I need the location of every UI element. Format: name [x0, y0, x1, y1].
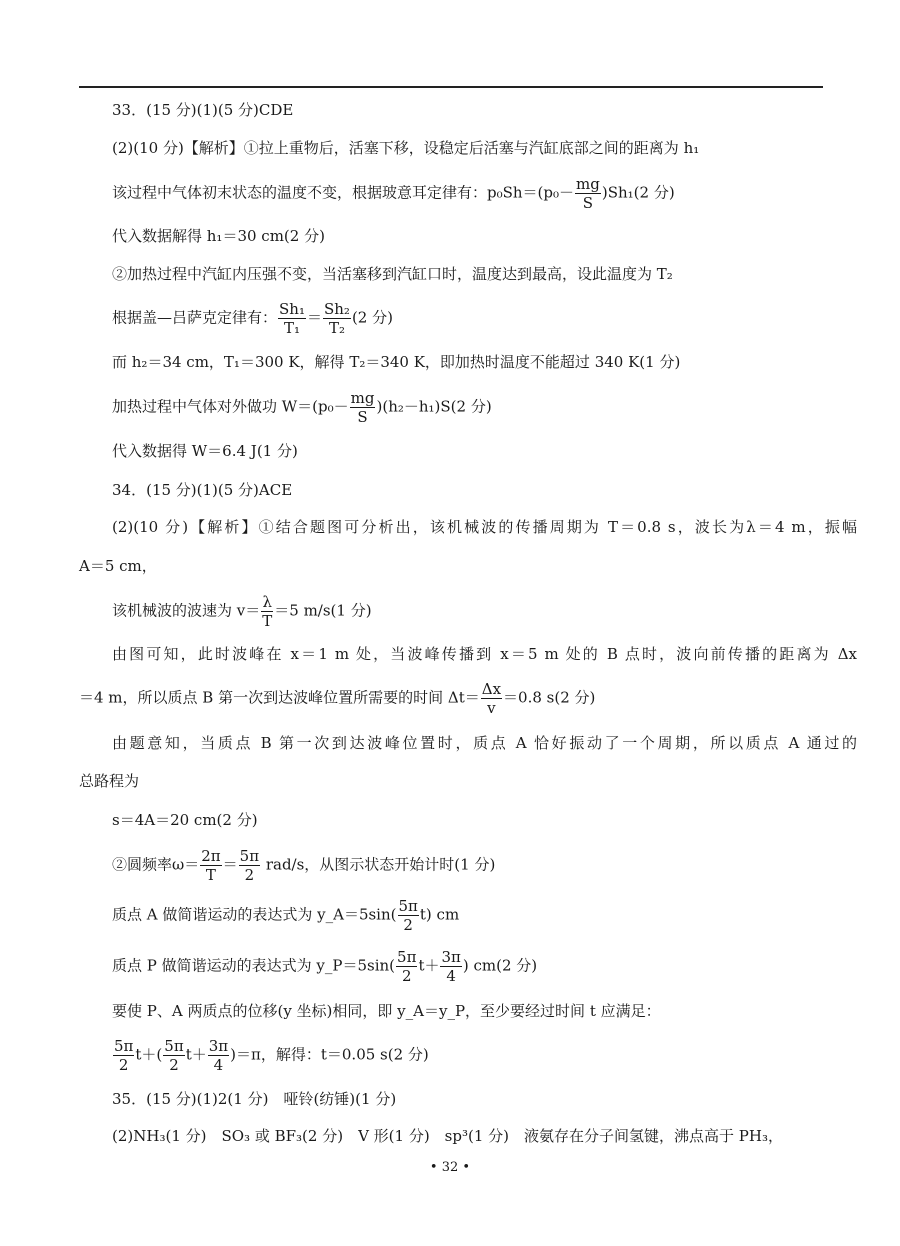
- q35-part2: (2)NH₃(1 分) SO₃ 或 BF₃(2 分) V 形(1 分) sp³(1 分) 液氨存在分子间氢键，沸点高于 PH₃，: [112, 1127, 783, 1145]
- fraction: $\frac{3\pi}{4}$: [208, 1037, 229, 1074]
- q34-expression-a: 质点 A 做简谐运动的表达式为 y_A＝5sin( $\frac{5\pi}{2}$ t) cm: [112, 897, 460, 934]
- q34-time-b: ＝4 m，所以质点 B 第一次到达波峰位置所需要的时间 Δt＝ $\frac{\Delta x}{v}$ ＝0.8 s(2 分): [79, 680, 596, 717]
- q34-total-path: s＝4A＝20 cm(2 分): [112, 811, 258, 829]
- fraction: $\frac{5\pi}{2}$: [164, 1037, 184, 1074]
- q35-answer: 35．(15 分)(1)2(1 分) 哑铃(纺锤)(1 分): [112, 1090, 397, 1108]
- q33-work-equation: 加热过程中气体对外做功 W＝(p₀－ $\frac{mg}{S}$ )(h₂－h₁)S(2 分): [112, 389, 492, 426]
- fraction: $\frac{mg}{S}$: [576, 175, 600, 212]
- q33-boyle-equation: 该过程中气体初末状态的温度不变，根据玻意耳定律有：p₀Sh＝(p₀－ $\frac{mg}{S}$ )Sh₁(2 分): [112, 175, 675, 212]
- fraction: $\frac{\lambda}{T}$: [262, 593, 273, 630]
- q34-answer: 34．(15 分)(1)(5 分)ACE: [112, 481, 293, 499]
- fraction: $\frac{3\pi}{4}$: [441, 948, 461, 985]
- q34-part2-intro: (2)(10 分)【解析】①结合题图可分析出，该机械波的传播周期为 T＝0.8 s，波长为λ＝4 m，振幅: [112, 518, 857, 536]
- fraction: $\frac{5\pi}{2}$: [114, 1037, 134, 1074]
- q33-gay-lussac-equation: 根据盖—吕萨克定律有： $\frac{\text{Sh₁}}{\text{T₁}}$ ＝ $\frac{\text{Sh₂}}{\text{T₂}}$ (2 分): [112, 300, 393, 337]
- q34-path-intro: 由题意知，当质点 B 第一次到达波峰位置时，质点 A 恰好振动了一个周期，所以质点 A 通过的: [112, 734, 857, 752]
- q33-work-result: 代入数据得 W＝6.4 J(1 分): [112, 442, 298, 460]
- fraction: $\frac{5\pi}{2}$: [239, 847, 260, 884]
- q34-wave-speed: 该机械波的波速为 v＝ $\frac{\lambda}{T}$ ＝5 m/s(1 分): [112, 593, 372, 630]
- q33-part2-heating: ②加热过程中汽缸内压强不变，当活塞移到汽缸口时，温度达到最高，设此温度为 T₂: [112, 265, 673, 283]
- fraction: $\frac{5\pi}{2}$: [398, 897, 418, 934]
- q34-time-solution: $\frac{5\pi}{2}$ t＋( $\frac{5\pi}{2}$ t＋ $\frac{3\pi}{4}$ )＝π，解得：t＝0.05 s(2 分): [114, 1037, 429, 1074]
- q34-wave-peak: 由图可知，此时波峰在 x＝1 m 处，当波峰传播到 x＝5 m 处的 B 点时，波向前传播的距离为 Δx: [112, 645, 857, 663]
- q33-h1-result: 代入数据解得 h₁＝30 cm(2 分): [112, 227, 325, 245]
- q34-angular-frequency: ②圆频率ω＝ $\frac{2\pi}{T}$ ＝ $\frac{5\pi}{2}$ rad/s，从图示状态开始计时(1 分): [112, 847, 496, 884]
- q34-condition: 要使 P、A 两质点的位移(y 坐标)相同，即 y_A＝y_P，至少要经过时间 t 应满足：: [112, 1002, 661, 1020]
- fraction: $\frac{\Delta x}{v}$: [481, 680, 502, 717]
- q34-total-path-label: 总路程为: [79, 772, 140, 790]
- page-number: • 32 •: [429, 1160, 471, 1175]
- top-rule: [79, 86, 823, 88]
- q33-answer: 33．(15 分)(1)(5 分)CDE: [112, 101, 294, 119]
- fraction: $\frac{mg}{S}$: [350, 389, 375, 426]
- fraction: $\frac{\text{Sh₂}}{\text{T₂}}$: [323, 300, 350, 337]
- q33-t2-result: 而 h₂＝34 cm，T₁＝300 K，解得 T₂＝340 K，即加热时温度不能超过 340 K(1 分): [112, 353, 681, 371]
- q34-expression-p: 质点 P 做简谐运动的表达式为 y_P＝5sin( $\frac{5\pi}{2}$ t＋ $\frac{3\pi}{4}$ ) cm(2 分): [112, 948, 538, 985]
- fraction: $\frac{\text{Sh₁}}{\text{T₁}}$: [279, 300, 305, 337]
- q33-part2-intro: (2)(10 分)【解析】①拉上重物后，活塞下移，设稳定后活塞与汽缸底部之间的距离为 h₁: [112, 139, 700, 157]
- q34-amplitude: A＝5 cm，: [79, 557, 157, 575]
- fraction: $\frac{5\pi}{2}$: [397, 948, 417, 985]
- fraction: $\frac{2\pi}{T}$: [201, 847, 221, 884]
